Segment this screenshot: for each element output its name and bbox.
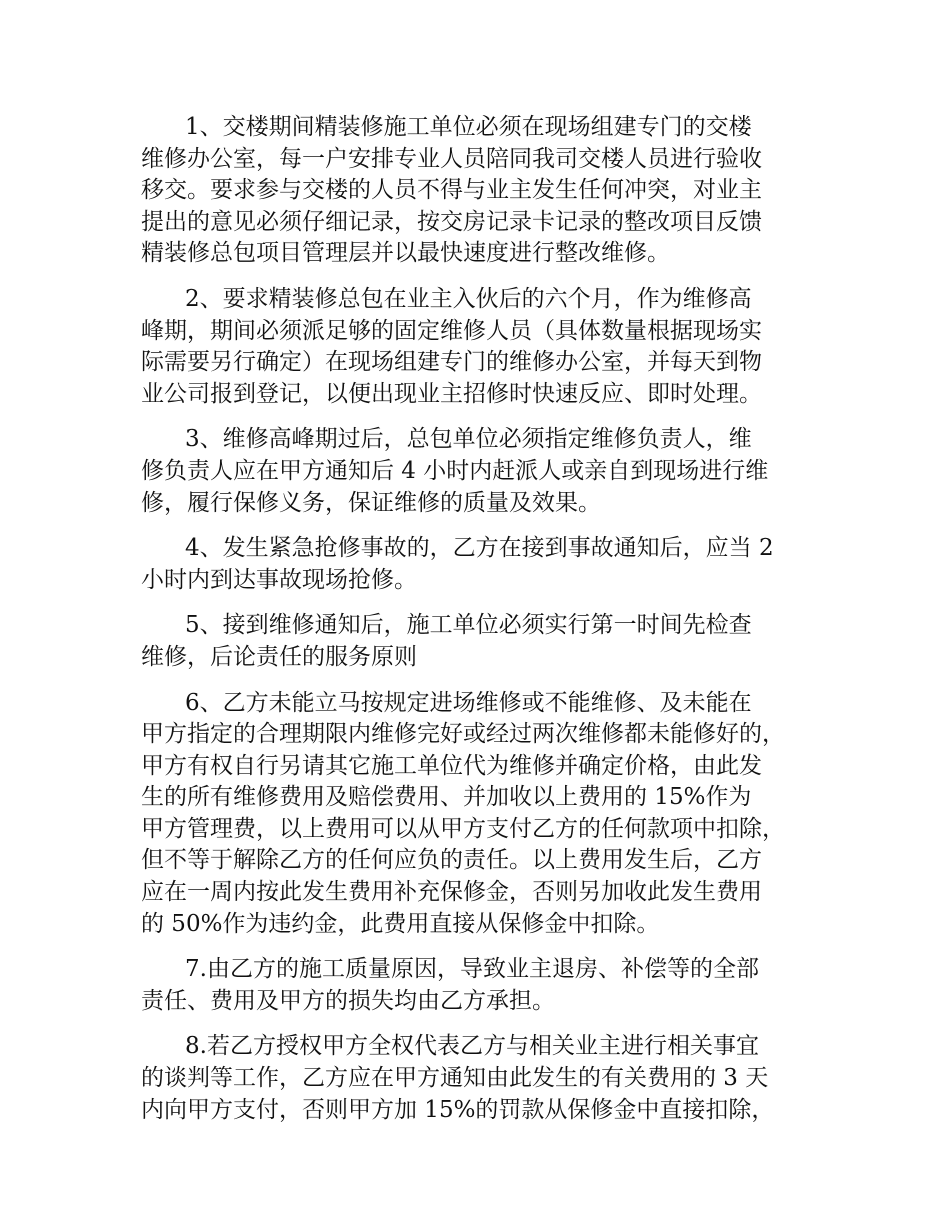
text-line: 小时内到达事故现场抢修。 [141, 566, 417, 593]
text-line: 但不等于解除乙方的任何应负的责任。以上费用发生后，乙方 [141, 847, 762, 874]
paragraph-6 [141, 688, 826, 941]
text-line: 6、乙方未能立马按规定进场维修或不能维修、及未能在 [185, 689, 752, 716]
text-line: 维修，后论责任的服务原则 [141, 643, 417, 670]
text-line: 移交。要求参与交楼的人员不得与业主发生任何冲突，对业主 [141, 177, 762, 204]
text-line: 的谈判等工作，乙方应在甲方通知由此发生的有关费用的 3 天 [141, 1065, 769, 1092]
text-line: 7.由乙方的施工质量原因，导致业主退房、补偿等的全部 [185, 956, 759, 983]
paragraph-2 [141, 284, 826, 410]
text-line: 业公司报到登记，以便出现业主招修时快速反应、即时处理。 [141, 380, 762, 407]
text-line: 责任、费用及甲方的损失均由乙方承担。 [141, 987, 555, 1014]
text-line: 修负责人应在甲方通知后 4 小时内赶派人或亲自到现场进行维 [141, 457, 769, 484]
text-line: 修，履行保修义务，保证维修的质量及效果。 [141, 489, 601, 516]
text-line: 提出的意见必须仔细记录，按交房记录卡记录的整改项目反馈 [141, 208, 762, 235]
text-line: 5、接到维修通知后，施工单位必须实行第一时间先检查 [185, 612, 752, 639]
document-body [141, 112, 826, 1140]
text-line: 维修办公室，每一户安排专业人员陪同我司交楼人员进行验收 [141, 145, 762, 172]
paragraph-1 [141, 112, 826, 270]
text-line: 精装修总包项目管理层并以最快速度进行整改维修。 [141, 240, 670, 267]
text-line: 8.若乙方授权甲方全权代表乙方与相关业主进行相关事宜 [185, 1033, 759, 1060]
paragraph-7 [141, 954, 826, 1017]
text-line: 甲方有权自行另请其它施工单位代为维修并确定价格，由此发 [141, 752, 762, 779]
paragraph-8 [141, 1031, 826, 1126]
text-line: 峰期，期间必须派足够的固定维修人员（具体数量根据现场实 [141, 317, 762, 344]
paragraph-4 [141, 533, 826, 596]
text-line: 3、维修高峰期过后，总包单位必须指定维修负责人，维 [185, 426, 752, 453]
paragraph-5 [141, 610, 826, 673]
text-line: 应在一周内按此发生费用补充保修金，否则另加收此发生费用 [141, 879, 762, 906]
text-line: 4、发生紧急抢修事故的，乙方在接到事故通知后，应当 2 [185, 535, 774, 562]
text-line: 甲方管理费，以上费用可以从甲方支付乙方的任何款项中扣除， [141, 815, 785, 842]
text-line: 2、要求精装修总包在业主入伙后的六个月，作为维修高 [185, 285, 752, 312]
text-line: 甲方指定的合理期限内维修完好或经过两次维修都未能修好的， [141, 721, 785, 748]
text-line: 内向甲方支付，否则甲方加 15%的罚款从保修金中直接扣除， [141, 1096, 775, 1123]
text-line: 生的所有维修费用及赔偿费用、并加收以上费用的 15%作为 [141, 784, 752, 811]
paragraph-3 [141, 424, 826, 519]
text-line: 的 50%作为违约金，此费用直接从保修金中扣除。 [141, 910, 660, 937]
text-line: 际需要另行确定）在现场组建专门的维修办公室，并每天到物 [141, 349, 762, 376]
text-line: 1、交楼期间精装修施工单位必须在现场组建专门的交楼 [185, 114, 752, 140]
